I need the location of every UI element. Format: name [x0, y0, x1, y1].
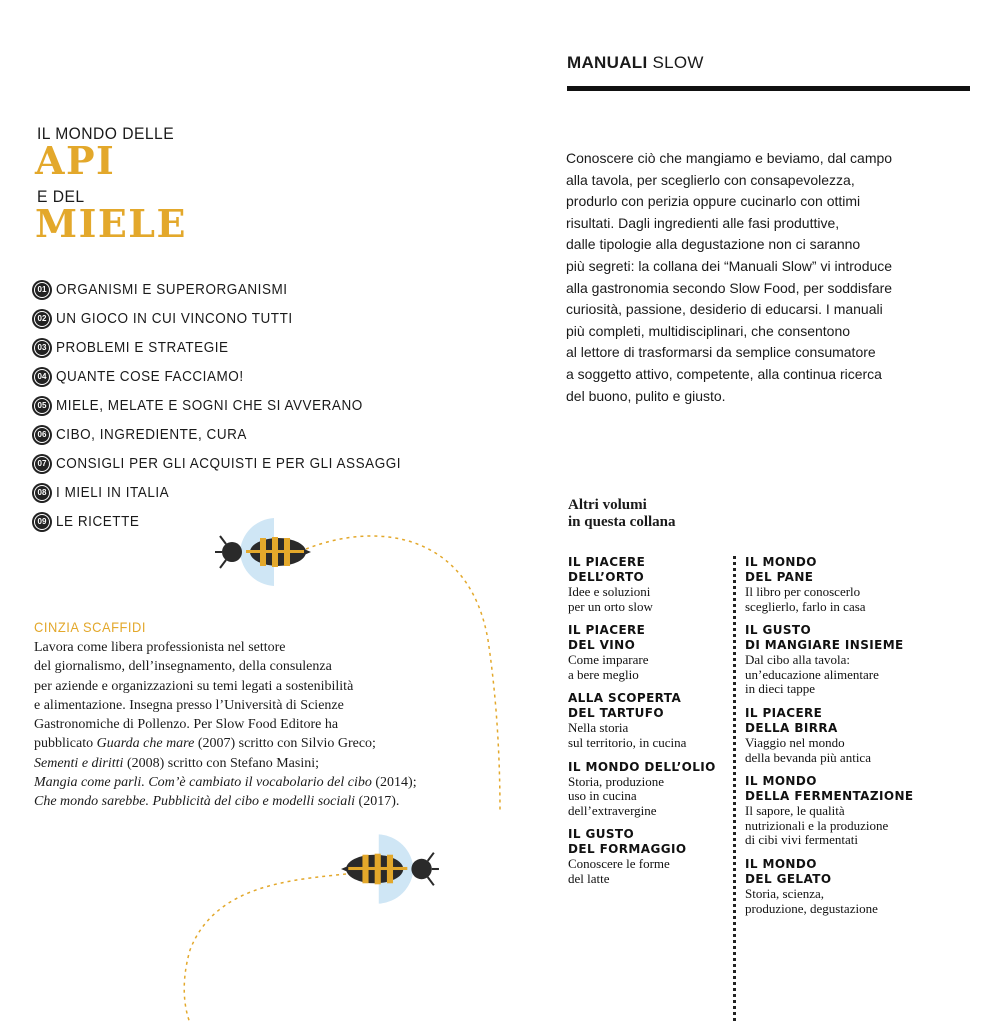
volume-subtitle-line: a bere meglio	[568, 666, 639, 682]
title-api: API	[35, 138, 116, 183]
volumes-column-right	[745, 555, 915, 925]
volume-title-line: IL MONDO	[745, 774, 817, 789]
toc-number: 09	[34, 514, 50, 530]
volume-subtitle-line: nutrizionali e la produzione	[745, 817, 889, 833]
toc-label: UN GIOCO IN CUI VINCONO TUTTI	[56, 310, 293, 327]
volumes-column-left	[568, 555, 738, 896]
volume-entry	[745, 857, 915, 916]
volume-title-line: IL MONDO	[745, 555, 817, 569]
volume-title-line: DELLA BIRRA	[745, 720, 838, 735]
volume-subtitle-line: della bevanda più antica	[745, 749, 871, 765]
volume-entry	[745, 623, 915, 697]
toc-number: 02	[34, 311, 50, 327]
flight-path	[184, 874, 346, 1023]
volume-subtitle-line: un’educazione alimentare	[745, 666, 879, 682]
toc-label: I MIELI IN ITALIA	[56, 484, 170, 501]
bio-text: (2014);	[371, 775, 417, 791]
header-rule	[567, 86, 970, 91]
description-line: produrlo con perizia oppure cucinarlo con ottimi	[566, 193, 861, 210]
toc-number: 03	[34, 340, 50, 356]
toc-item	[34, 478, 439, 507]
volume-title-line: IL PIACERE	[745, 705, 823, 720]
volume-entry	[745, 706, 915, 765]
toc-label: ORGANISMI E SUPERORGANISMI	[56, 281, 288, 298]
author-name: CINZIA SCAFFIDI	[34, 619, 147, 635]
volume-subtitle-line: sul territorio, in cucina	[568, 734, 687, 750]
bio-text: pubblicato	[34, 736, 97, 752]
series-label-rest: SLOW	[652, 53, 704, 72]
series-description	[566, 148, 956, 407]
volume-entry	[568, 623, 738, 682]
volume-subtitle-line: sceglierlo, farlo in casa	[745, 598, 866, 614]
bio-line: Lavora come libera professionista nel settore	[34, 640, 286, 655]
toc-item	[34, 275, 439, 304]
toc-item	[34, 420, 439, 449]
description-line: più completi, multidisciplinari, che consentono	[566, 322, 851, 339]
title-miele: MIELE	[35, 201, 187, 246]
bio-line	[34, 792, 434, 811]
description-line: a soggetto attivo, competente, alla continua ricerca	[566, 365, 882, 382]
book-title: Che mondo sarebbe. Pubblicità del cibo e modelli sociali	[34, 794, 356, 810]
table-of-contents	[34, 275, 439, 536]
volume-subtitle-line: Il libro per conoscerlo	[745, 584, 861, 599]
toc-label: CIBO, INGREDIENTE, CURA	[56, 426, 247, 443]
volume-title-line: DEL FORMAGGIO	[568, 842, 687, 857]
volume-subtitle-line: Idee e soluzioni	[568, 584, 651, 599]
toc-item	[34, 333, 439, 362]
volume-subtitle-line: per un orto slow	[568, 598, 653, 614]
volume-entry	[568, 827, 738, 886]
bio-text: (2017).	[355, 794, 400, 810]
volume-entry	[568, 555, 738, 614]
volume-subtitle-line: Il sapore, le qualità	[745, 803, 845, 819]
volume-subtitle-line: di cibi vivi fermentati	[745, 832, 858, 848]
bio-line	[34, 754, 434, 773]
toc-number: 01	[34, 282, 50, 298]
volume-title-line: DELLA FERMENTAZIONE	[745, 789, 914, 804]
bee-icon	[340, 832, 442, 906]
title-line-3: E DEL	[37, 187, 85, 206]
volume-title-line: DEL VINO	[568, 638, 636, 653]
toc-number: 07	[34, 456, 50, 472]
heading-line: in questa collana	[568, 514, 676, 530]
bio-line: per aziende e organizzazioni su temi legati a sostenibilità	[34, 678, 354, 694]
book-title: Mangia come parli. Com’è cambiato il vocabolario del cibo	[34, 775, 372, 791]
bio-line: e alimentazione. Insegna presso l’Università di Scienze	[34, 697, 344, 713]
bio-text: (2007) scritto con Silvio Greco;	[194, 736, 376, 752]
description-line: più segreti: la collana dei “Manuali Slow” vi introduce	[566, 257, 893, 274]
column-divider	[733, 556, 736, 1021]
volume-title-line: IL PIACERE	[568, 623, 646, 638]
volume-title-line: DI MANGIARE INSIEME	[745, 638, 904, 653]
description-line: del buono, pulito e giusto.	[566, 387, 726, 404]
volume-subtitle-line: Nella storia	[568, 720, 629, 736]
volume-title-line: DEL TARTUFO	[568, 706, 664, 721]
volume-subtitle-line: in dieci tappe	[745, 681, 816, 697]
volume-entry	[568, 691, 738, 750]
bio-line: del giornalismo, dell’insegnamento, della consulenza	[34, 659, 332, 675]
toc-item	[34, 304, 439, 333]
bio-line: Gastronomiche di Pollenzo. Per Slow Food Editore ha	[34, 717, 339, 733]
volume-title-line: IL PIACERE	[568, 555, 646, 569]
toc-number: 04	[34, 369, 50, 385]
volume-subtitle-line: Storia, scienza,	[745, 885, 825, 901]
title-line-1: IL MONDO DELLE	[37, 124, 175, 143]
toc-number: 06	[34, 427, 50, 443]
volume-subtitle-line: produzione, degustazione	[745, 900, 878, 916]
heading-line: Altri volumi	[568, 497, 647, 513]
volume-title-line: DEL GELATO	[745, 871, 832, 886]
series-label-bold: MANUALI	[567, 53, 648, 72]
book-title: Guarda che mare	[96, 736, 195, 752]
volume-subtitle-line: Viaggio nel mondo	[745, 734, 845, 750]
volume-entry	[568, 760, 738, 819]
toc-label: QUANTE COSE FACCIAMO!	[56, 368, 244, 385]
volume-title-line: ALLA SCOPERTA	[568, 691, 682, 706]
volume-title-line: IL MONDO	[745, 856, 817, 871]
volume-title-line: IL GUSTO	[568, 827, 635, 842]
toc-item	[34, 362, 439, 391]
book-title: Sementi e diritti	[34, 755, 124, 771]
volume-title-line: IL GUSTO	[745, 623, 812, 638]
toc-label: LE RICETTE	[56, 513, 140, 530]
description-line: dalle tipologie alla degustazione non ci saranno	[566, 236, 861, 253]
description-line: alla tavola, per sceglierlo con consapevolezza,	[566, 171, 855, 188]
volume-entry	[745, 555, 915, 614]
toc-label: PROBLEMI E STRATEGIE	[56, 339, 229, 356]
other-volumes-heading	[568, 497, 676, 531]
toc-item	[34, 449, 439, 478]
bio-line	[34, 773, 434, 792]
bio-line	[34, 734, 434, 753]
volume-title-line: DELL’ORTO	[568, 570, 645, 584]
toc-number: 05	[34, 398, 50, 414]
volume-title-line: DEL PANE	[745, 570, 814, 584]
toc-label: CONSIGLI PER GLI ACQUISTI E PER GLI ASSAGGI	[56, 455, 402, 472]
volume-subtitle-line: Dal cibo alla tavola:	[745, 652, 851, 668]
volume-entry	[745, 774, 915, 848]
bio-text: (2008) scritto con Stefano Masini;	[123, 755, 320, 771]
author-bio	[34, 638, 434, 812]
toc-label: MIELE, MELATE E SOGNI CHE SI AVVERANO	[56, 397, 363, 414]
volume-subtitle-line: del latte	[568, 870, 610, 886]
description-line: Conoscere ciò che mangiamo e beviamo, dal campo	[566, 150, 893, 166]
volume-subtitle-line: Storia, produzione	[568, 773, 665, 789]
volume-subtitle-line: uso in cucina	[568, 788, 637, 804]
description-line: alla gastronomia secondo Slow Food, per soddisfare	[566, 279, 893, 296]
volume-subtitle-line: dell’extravergine	[568, 802, 657, 818]
bee-icon	[212, 516, 312, 588]
description-line: al lettore di trasformarsi da semplice consumatore	[566, 344, 876, 361]
toc-number: 08	[34, 485, 50, 501]
description-line: risultati. Dagli ingredienti alle fasi produttive,	[566, 214, 840, 231]
volume-subtitle-line: Conoscere le forme	[568, 856, 670, 872]
toc-item	[34, 391, 439, 420]
volume-title-line: IL MONDO DELL’OLIO	[568, 759, 716, 774]
series-label	[567, 53, 704, 73]
description-line: curiosità, passione, desiderio di educarsi. I manuali	[566, 301, 883, 318]
volume-subtitle-line: Come imparare	[568, 652, 649, 668]
